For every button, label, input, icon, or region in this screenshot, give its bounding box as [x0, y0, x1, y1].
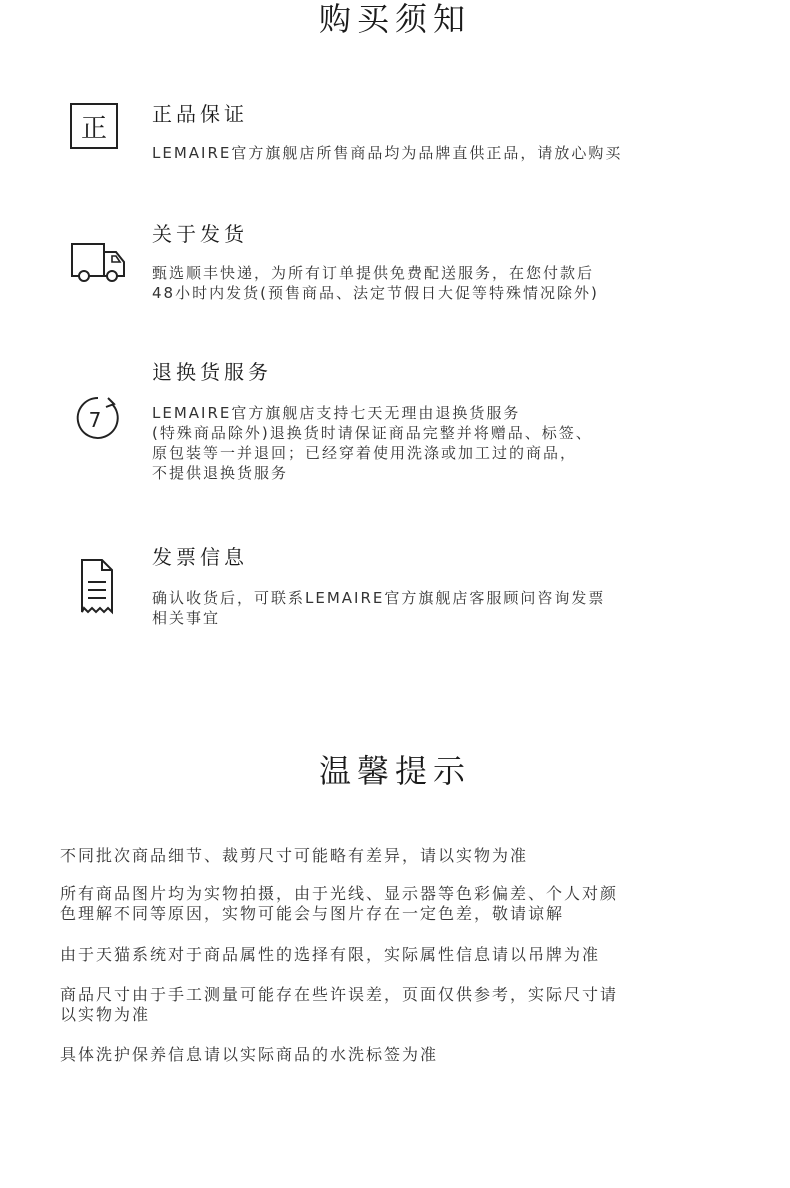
- seven-day-return-icon: [68, 392, 124, 444]
- item-title: 发票信息: [152, 545, 248, 569]
- warm-tips-title: 温馨提示: [318, 752, 471, 790]
- svg-text:正: 正: [80, 114, 108, 144]
- item-title: 退换货服务: [152, 360, 272, 384]
- delivery-truck-icon: [68, 238, 130, 286]
- tip-line: 商品尺寸由于手工测量可能存在些许误差，页面仅供参考，实际尺寸请 以实物为准: [60, 985, 619, 1024]
- item-desc: 甄选顺丰快递，为所有订单提供免费配送服务，在您付款后 48小时内发货(预售商品、法定节假日大促等特殊情况除外): [152, 264, 599, 302]
- item-title: 关于发货: [152, 222, 248, 246]
- svg-text:7: 7: [88, 408, 102, 432]
- tip-line: 由于天猫系统对于商品属性的选择有限，实际属性信息请以吊牌为准: [60, 945, 601, 964]
- item-desc: 确认收货后，可联系LEMAIRE官方旗舰店客服顾问咨询发票 相关事宜: [152, 589, 606, 627]
- item-title: 正品保证: [152, 102, 248, 126]
- invoice-receipt-icon: [68, 556, 122, 618]
- purchase-notice-title: 购买须知: [318, 0, 471, 38]
- item-desc: LEMAIRE官方旗舰店支持七天无理由退换货服务 (特殊商品除外)退换货时请保证商品完整并将赠品、标签、 原包装等一并退回；已经穿着使用洗涤或加工过的商品， 不提供退换货服务: [152, 404, 593, 482]
- tip-line: 具体洗护保养信息请以实际商品的水洗标签为准: [60, 1045, 439, 1064]
- zheng-badge-icon: [68, 100, 122, 154]
- tip-line: 所有商品图片均为实物拍摄，由于光线、显示器等色彩偏差、个人对颜 色理解不同等原因，实物可能会与图片存在一定色差，敬请谅解: [60, 884, 619, 923]
- item-desc: LEMAIRE官方旗舰店所售商品均为品牌直供正品，请放心购买: [152, 144, 623, 162]
- tip-line: 不同批次商品细节、裁剪尺寸可能略有差异，请以实物为准: [60, 846, 529, 865]
